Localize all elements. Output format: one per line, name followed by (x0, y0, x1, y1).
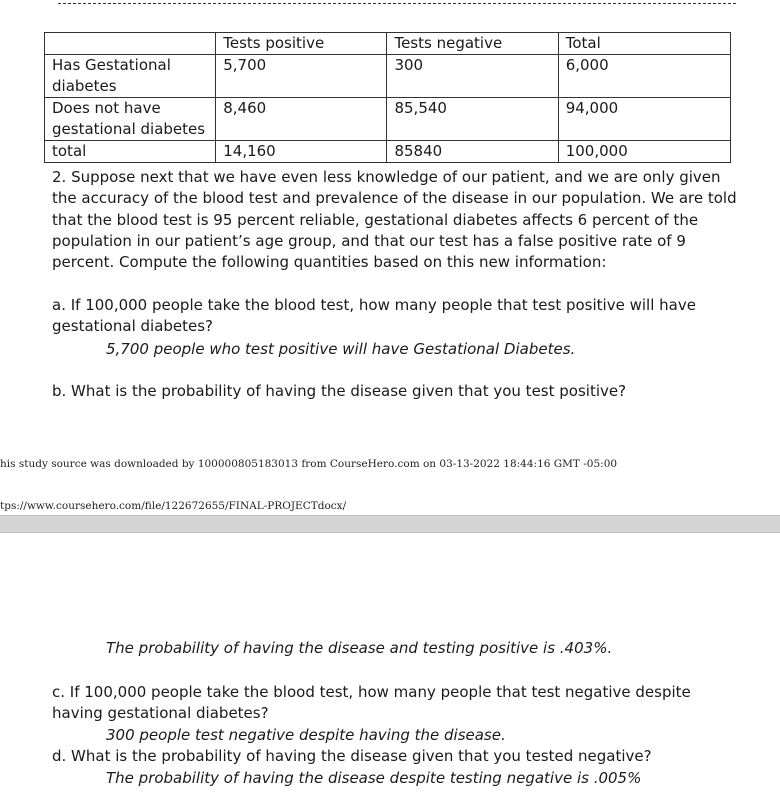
table-header-cell (45, 33, 216, 55)
table-row (45, 141, 731, 163)
answer-a: 5,700 people who test positive will have Gestational Diabetes. (106, 340, 576, 358)
page-break (0, 515, 780, 533)
table-cell: Does not have gestational diabetes (45, 98, 216, 141)
answer-b: The probability of having the disease and testing positive is .403%. (106, 639, 613, 657)
table-header-cell: Tests positive (216, 33, 387, 55)
question-b: b. What is the probability of having the disease given that you test positive? (52, 382, 627, 400)
download-source-note: his study source was downloaded by 100000805183013 from CourseHero.com on 03-13-2022 18:44:16 GMT -05:00 (0, 458, 618, 470)
question-d: d. What is the probability of having the disease given that you tested negative? (52, 747, 652, 765)
answer-c: 300 people test negative despite having the disease. (106, 726, 506, 744)
contingency-table (44, 32, 731, 163)
answer-d: The probability of having the disease despite testing negative is .005% (106, 769, 642, 787)
table-cell: 85,540 (387, 98, 558, 141)
table-cell: 94,000 (558, 98, 730, 141)
table-cell: 5,700 (216, 55, 387, 98)
table-row (45, 55, 731, 98)
table-cell: 85840 (387, 141, 558, 163)
question-c: c. If 100,000 people take the blood test, how many people that test negative despite having gestational diabetes? (52, 683, 691, 723)
table-cell: 100,000 (558, 141, 730, 163)
table-row (45, 98, 731, 141)
table-cell: 8,460 (216, 98, 387, 141)
question-2-paragraph: 2. Suppose next that we have even less knowledge of our patient, and we are only given the accuracy of the blood test and prevalence of the disease in our population. We are told that the blood test is 95 percent reliable, gestational diabetes affects 6 percent of the population in our patient’s age group, and that our test has a false positive rate of 9 percent. Compute the following quantities based on this new information: (52, 168, 737, 272)
table-cell: Has Gestational diabetes (45, 55, 216, 98)
table-cell: 6,000 (558, 55, 730, 98)
table-cell: total (45, 141, 216, 163)
table-cell: 14,160 (216, 141, 387, 163)
question-a: a. If 100,000 people take the blood test, how many people that test positive will have gestational diabetes? (52, 296, 696, 336)
table-header-cell: Total (558, 33, 730, 55)
table-header-row (45, 33, 731, 55)
top-dashed-rule (58, 3, 736, 4)
table-cell: 300 (387, 55, 558, 98)
source-url: tps://www.coursehero.com/file/122672655/FINAL-PROJECTdocx/ (0, 500, 347, 512)
table-header-cell: Tests negative (387, 33, 558, 55)
